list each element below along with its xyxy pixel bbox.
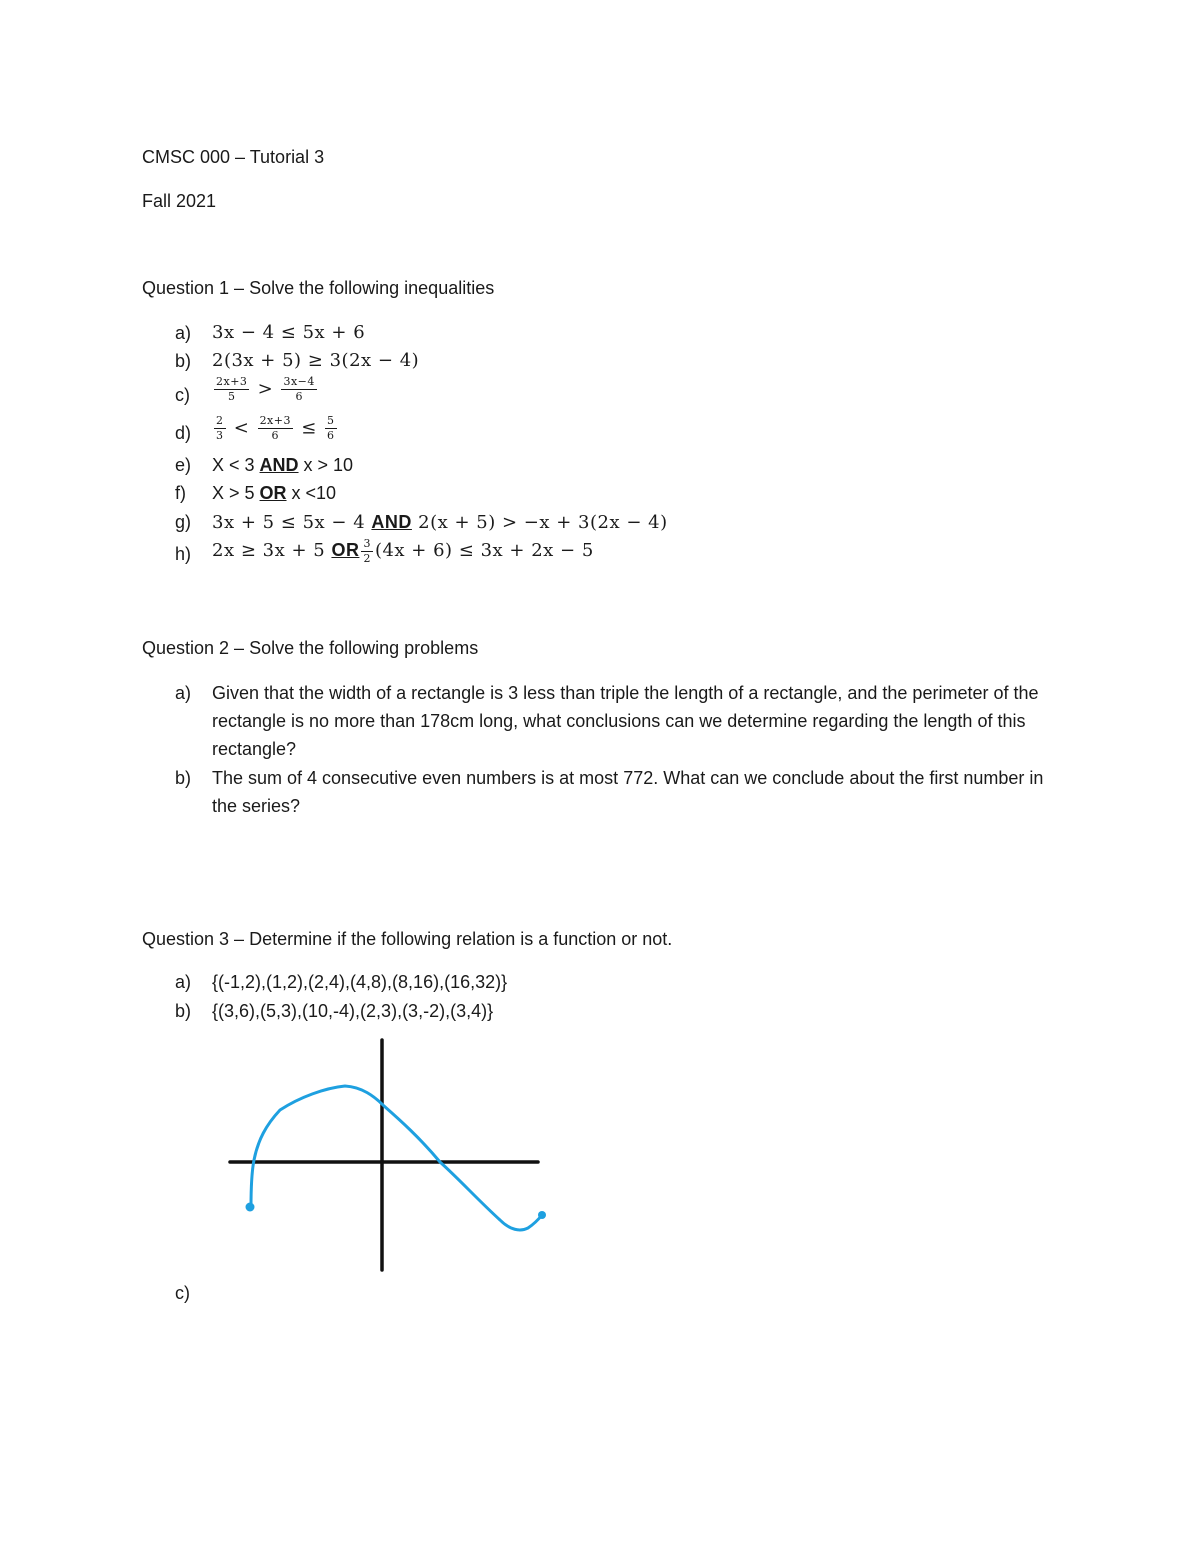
- item-label: b): [175, 1001, 192, 1021]
- question-2-title: Question 2 – Solve the following problems: [142, 638, 479, 658]
- item-label: c): [175, 1283, 190, 1303]
- term-label: Fall 2021: [142, 191, 217, 211]
- fraction: $\frac{3x-4}{6}$: [283, 375, 315, 403]
- fraction: $\frac{5}{6}$: [327, 414, 335, 442]
- inequality: 3x − 4 ≤ 5x + 6: [212, 322, 366, 343]
- inequality: X > 5 OR x <10: [212, 483, 337, 503]
- item-label: e): [175, 455, 192, 475]
- item-label: b): [175, 768, 192, 788]
- problem-text: The sum of 4 consecutive even numbers is at most 772. What can we conclude about the first number in the series?: [212, 768, 1044, 816]
- inequality: 2x ≥ 3x + 5 OR $\frac{3}{2}$ (4x + 6) ≤ 3x + 2x − 5: [212, 536, 594, 565]
- item-label: g): [175, 512, 192, 532]
- item-label: a): [175, 972, 192, 992]
- item-label: f): [175, 483, 186, 503]
- item-label: h): [175, 544, 192, 564]
- fraction: $\frac{2x+3}{6}$: [259, 414, 291, 442]
- inequality: 3x + 5 ≤ 5x − 4 AND 2(x + 5) > −x + 3(2x − 4): [212, 512, 668, 533]
- fraction: $\frac{2x+3}{5}$: [216, 375, 248, 403]
- item-label: b): [175, 351, 192, 371]
- curve-end-point: [538, 1211, 546, 1219]
- item-label: a): [175, 323, 192, 343]
- inequality: 2(3x + 5) ≥ 3(2x − 4): [212, 350, 420, 371]
- inequality: X < 3 AND x > 10: [212, 455, 354, 475]
- relation-set: {(-1,2),(1,2),(2,4),(4,8),(8,16),(16,32)}: [212, 972, 508, 992]
- question-1-title: Question 1 – Solve the following inequalities: [142, 278, 495, 298]
- item-label: a): [175, 683, 192, 703]
- item-label: d): [175, 423, 192, 443]
- relation-set: {(3,6),(5,3),(10,-4),(2,3),(3,-2),(3,4)}: [212, 1001, 494, 1021]
- fraction: $\frac{2}{3}$: [216, 414, 224, 442]
- problem-text: Given that the width of a rectangle is 3 less than triple the length of a rectangle, and the perimeter of the rectangle is no more than 178cm long, what conclusions can we determine regarding the length of this rectangle?: [212, 683, 1039, 759]
- inequality: $\frac{2x+3}{5}$ > $\frac{3x-4}{6}$: [216, 375, 315, 403]
- question-3-title: Question 3 – Determine if the following relation is a function or not.: [142, 929, 673, 949]
- curve-start-point: [246, 1203, 255, 1212]
- fraction: $\frac{3}{2}$: [363, 536, 371, 565]
- item-label: c): [175, 385, 190, 405]
- inequality: $\frac{2}{3}$ < $\frac{2x+3}{6}$ ≤ $\frac{5}{6}$: [216, 414, 335, 442]
- hand-drawn-curve: [251, 1086, 542, 1230]
- course-title: CMSC 000 – Tutorial 3: [142, 147, 325, 167]
